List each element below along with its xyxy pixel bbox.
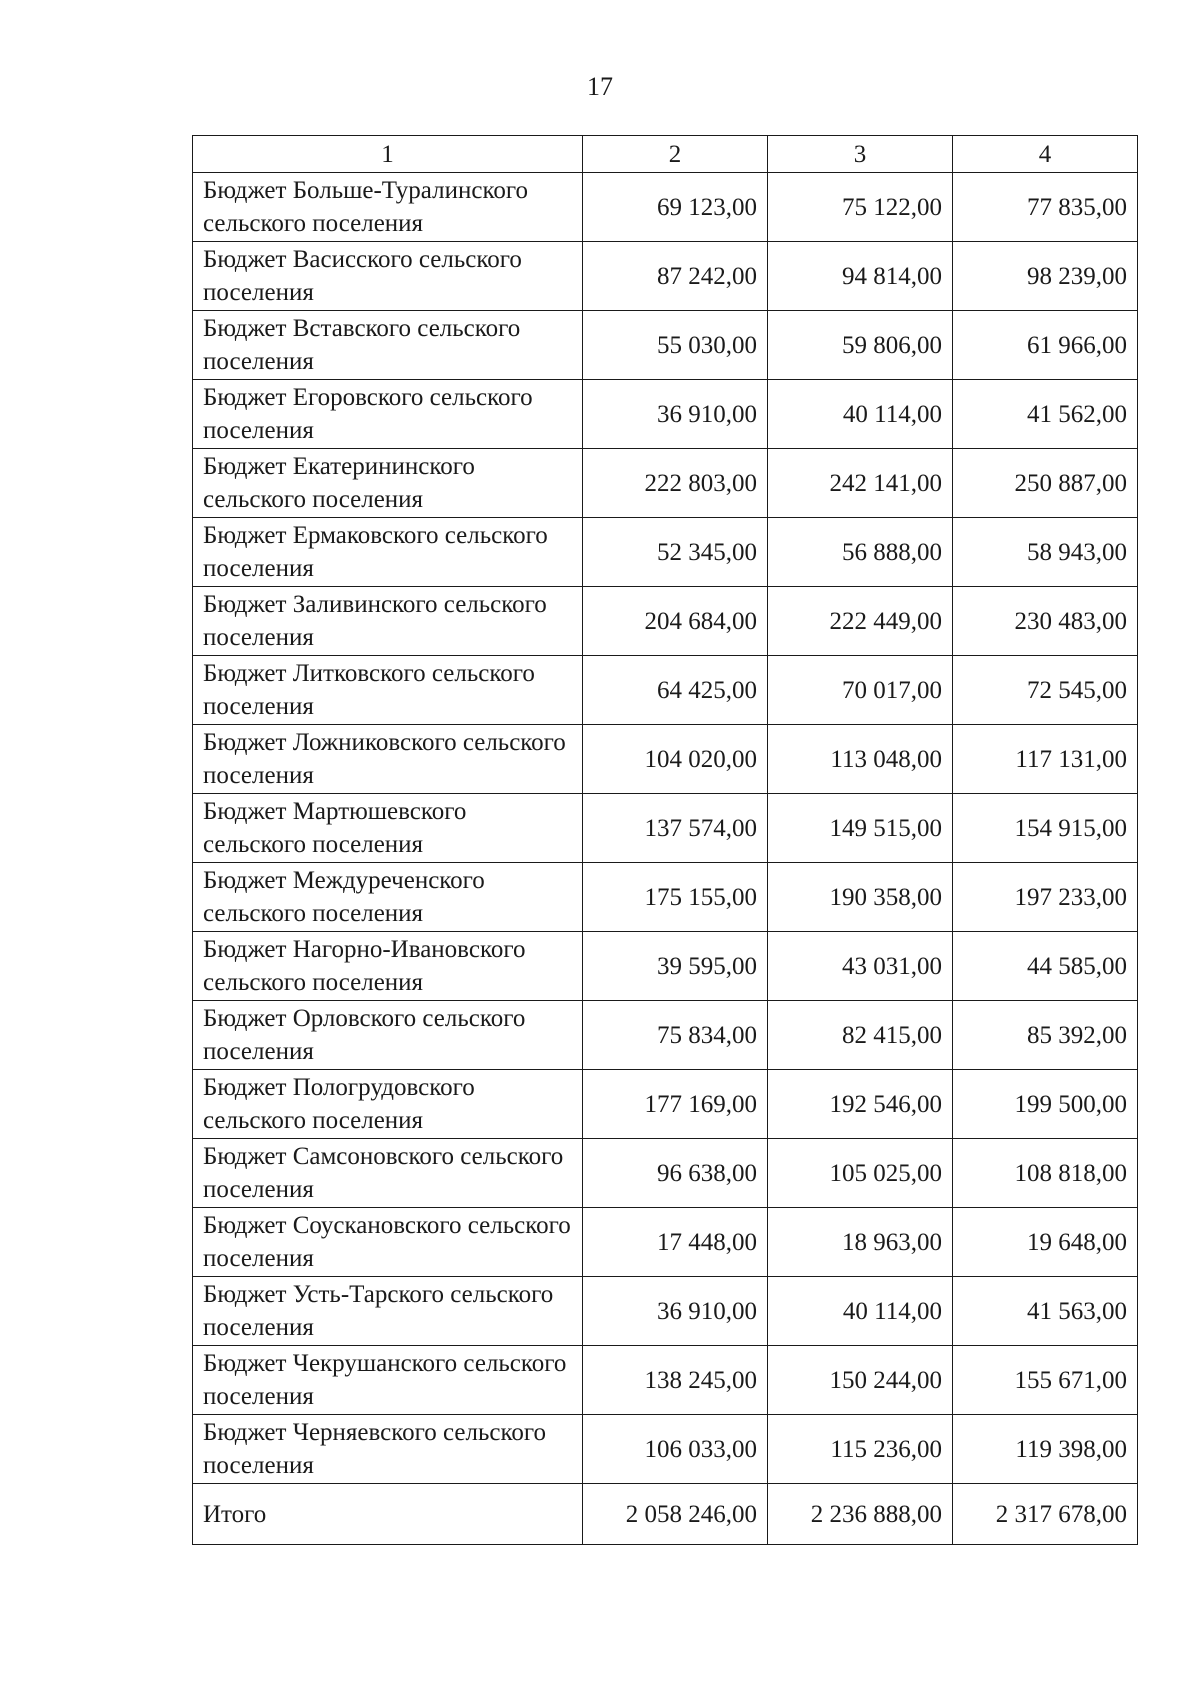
table-row bbox=[193, 518, 1138, 587]
value-col-2: 177 169,00 bbox=[583, 1070, 768, 1139]
value-col-3: 222 449,00 bbox=[768, 587, 953, 656]
value-col-4: 72 545,00 bbox=[953, 656, 1138, 725]
value-col-4: 154 915,00 bbox=[953, 794, 1138, 863]
table-row bbox=[193, 242, 1138, 311]
table-row bbox=[193, 1346, 1138, 1415]
value-col-2: 106 033,00 bbox=[583, 1415, 768, 1484]
value-col-2: 222 803,00 bbox=[583, 449, 768, 518]
value-col-4: 41 563,00 bbox=[953, 1277, 1138, 1346]
value-col-3: 40 114,00 bbox=[768, 380, 953, 449]
value-col-4: 58 943,00 bbox=[953, 518, 1138, 587]
value-col-4: 61 966,00 bbox=[953, 311, 1138, 380]
table-header bbox=[193, 136, 1138, 173]
value-col-4: 199 500,00 bbox=[953, 1070, 1138, 1139]
value-col-3: 192 546,00 bbox=[768, 1070, 953, 1139]
settlement-name: Бюджет Вставского сельского поселения bbox=[193, 311, 583, 380]
settlement-name: Бюджет Усть-Тарского сельского поселения bbox=[193, 1277, 583, 1346]
settlement-name: Бюджет Заливинского сельского поселения bbox=[193, 587, 583, 656]
column-header-1: 1 bbox=[193, 136, 583, 173]
value-col-4: 197 233,00 bbox=[953, 863, 1138, 932]
table-row bbox=[193, 863, 1138, 932]
value-col-3: 70 017,00 bbox=[768, 656, 953, 725]
value-col-4: 41 562,00 bbox=[953, 380, 1138, 449]
table-row bbox=[193, 1277, 1138, 1346]
column-header-3: 3 bbox=[768, 136, 953, 173]
settlement-name: Бюджет Пологрудовского сельского поселения bbox=[193, 1070, 583, 1139]
value-col-4: 117 131,00 bbox=[953, 725, 1138, 794]
settlement-name: Бюджет Ермаковского сельского поселения bbox=[193, 518, 583, 587]
value-col-4: 77 835,00 bbox=[953, 173, 1138, 242]
value-col-4: 19 648,00 bbox=[953, 1208, 1138, 1277]
value-col-3: 94 814,00 bbox=[768, 242, 953, 311]
value-col-2: 96 638,00 bbox=[583, 1139, 768, 1208]
header-row bbox=[193, 136, 1138, 173]
value-col-2: 104 020,00 bbox=[583, 725, 768, 794]
table-row bbox=[193, 1139, 1138, 1208]
value-col-3: 56 888,00 bbox=[768, 518, 953, 587]
value-col-2: 39 595,00 bbox=[583, 932, 768, 1001]
table-row bbox=[193, 1415, 1138, 1484]
value-col-3: 150 244,00 bbox=[768, 1346, 953, 1415]
total-label: Итого bbox=[193, 1484, 583, 1545]
settlement-name: Бюджет Самсоновского сельского поселения bbox=[193, 1139, 583, 1208]
settlement-name: Бюджет Больше-Туралинского сельского поселения bbox=[193, 173, 583, 242]
settlement-name: Бюджет Орловского сельского поселения bbox=[193, 1001, 583, 1070]
settlement-name: Бюджет Егоровского сельского поселения bbox=[193, 380, 583, 449]
value-col-3: 82 415,00 bbox=[768, 1001, 953, 1070]
value-col-3: 113 048,00 bbox=[768, 725, 953, 794]
value-col-3: 149 515,00 bbox=[768, 794, 953, 863]
column-header-2: 2 bbox=[583, 136, 768, 173]
value-col-2: 64 425,00 bbox=[583, 656, 768, 725]
value-col-3: 59 806,00 bbox=[768, 311, 953, 380]
value-col-2: 52 345,00 bbox=[583, 518, 768, 587]
value-col-4: 155 671,00 bbox=[953, 1346, 1138, 1415]
table-row bbox=[193, 173, 1138, 242]
table-row bbox=[193, 794, 1138, 863]
settlement-name: Бюджет Васисского сельского поселения bbox=[193, 242, 583, 311]
settlement-name: Бюджет Соускановского сельского поселения bbox=[193, 1208, 583, 1277]
table-row bbox=[193, 932, 1138, 1001]
settlement-name: Бюджет Междуреченского сельского поселения bbox=[193, 863, 583, 932]
value-col-3: 105 025,00 bbox=[768, 1139, 953, 1208]
value-col-2: 75 834,00 bbox=[583, 1001, 768, 1070]
table-row bbox=[193, 725, 1138, 794]
total-col-3: 2 236 888,00 bbox=[768, 1484, 953, 1545]
value-col-3: 242 141,00 bbox=[768, 449, 953, 518]
settlement-name: Бюджет Ложниковского сельского поселения bbox=[193, 725, 583, 794]
total-row bbox=[193, 1484, 1138, 1545]
table-row bbox=[193, 587, 1138, 656]
total-col-4: 2 317 678,00 bbox=[953, 1484, 1138, 1545]
value-col-2: 17 448,00 bbox=[583, 1208, 768, 1277]
value-col-4: 119 398,00 bbox=[953, 1415, 1138, 1484]
table-body bbox=[193, 173, 1138, 1545]
value-col-3: 75 122,00 bbox=[768, 173, 953, 242]
value-col-2: 36 910,00 bbox=[583, 380, 768, 449]
value-col-2: 87 242,00 bbox=[583, 242, 768, 311]
value-col-3: 190 358,00 bbox=[768, 863, 953, 932]
settlement-name: Бюджет Мартюшевского сельского поселения bbox=[193, 794, 583, 863]
table-row bbox=[193, 656, 1138, 725]
table-row bbox=[193, 1070, 1138, 1139]
table-row bbox=[193, 380, 1138, 449]
value-col-2: 138 245,00 bbox=[583, 1346, 768, 1415]
table-row bbox=[193, 1001, 1138, 1070]
value-col-4: 98 239,00 bbox=[953, 242, 1138, 311]
value-col-3: 18 963,00 bbox=[768, 1208, 953, 1277]
value-col-2: 175 155,00 bbox=[583, 863, 768, 932]
value-col-2: 204 684,00 bbox=[583, 587, 768, 656]
table-row bbox=[193, 311, 1138, 380]
value-col-4: 250 887,00 bbox=[953, 449, 1138, 518]
settlement-name: Бюджет Нагорно-Ивановского сельского поселения bbox=[193, 932, 583, 1001]
page-number: 17 bbox=[587, 72, 613, 101]
value-col-2: 69 123,00 bbox=[583, 173, 768, 242]
settlement-name: Бюджет Черняевского сельского поселения bbox=[193, 1415, 583, 1484]
value-col-2: 137 574,00 bbox=[583, 794, 768, 863]
value-col-3: 40 114,00 bbox=[768, 1277, 953, 1346]
column-header-4: 4 bbox=[953, 136, 1138, 173]
table-row bbox=[193, 1208, 1138, 1277]
budget-table bbox=[192, 135, 1138, 1545]
value-col-2: 36 910,00 bbox=[583, 1277, 768, 1346]
value-col-4: 108 818,00 bbox=[953, 1139, 1138, 1208]
value-col-4: 44 585,00 bbox=[953, 932, 1138, 1001]
value-col-3: 115 236,00 bbox=[768, 1415, 953, 1484]
value-col-2: 55 030,00 bbox=[583, 311, 768, 380]
settlement-name: Бюджет Екатерининского сельского поселения bbox=[193, 449, 583, 518]
table-row bbox=[193, 449, 1138, 518]
value-col-4: 85 392,00 bbox=[953, 1001, 1138, 1070]
total-col-2: 2 058 246,00 bbox=[583, 1484, 768, 1545]
value-col-3: 43 031,00 bbox=[768, 932, 953, 1001]
settlement-name: Бюджет Литковского сельского поселения bbox=[193, 656, 583, 725]
value-col-4: 230 483,00 bbox=[953, 587, 1138, 656]
settlement-name: Бюджет Чекрушанского сельского поселения bbox=[193, 1346, 583, 1415]
